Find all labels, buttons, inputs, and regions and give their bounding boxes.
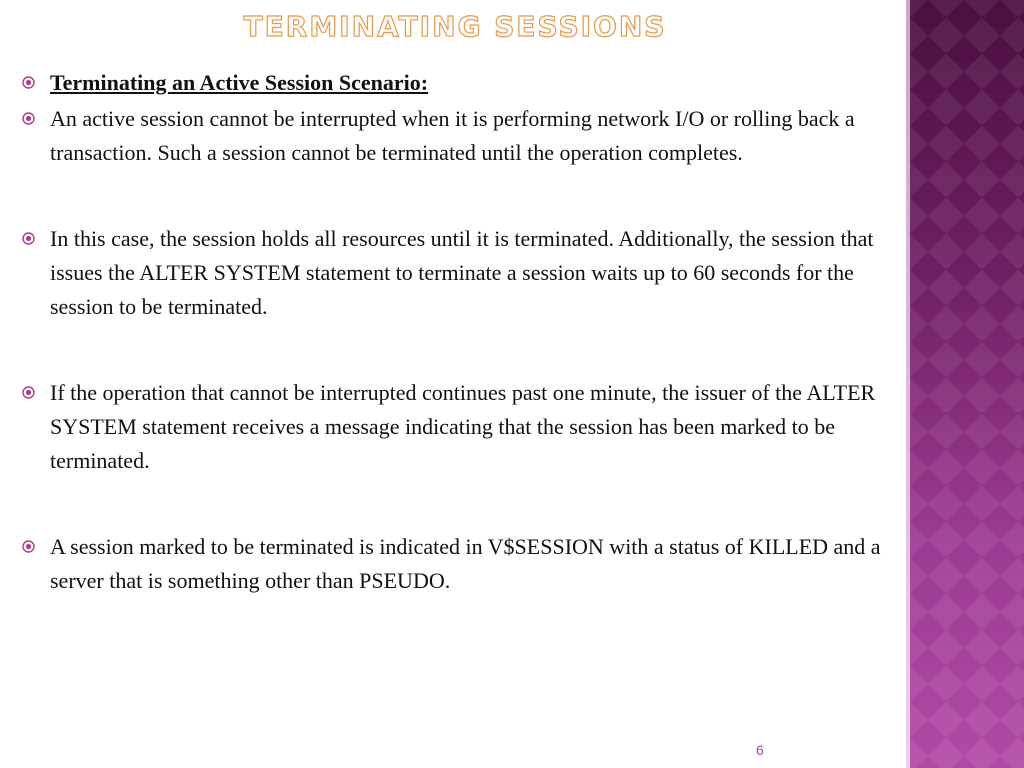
circled-dot-bullet-icon	[22, 76, 35, 89]
bullet-item	[20, 222, 900, 324]
bullet-text: An active session cannot be interrupted when it is performing network I/O or rolling back a transaction. Such a session cannot be terminated until the operation completes.	[50, 106, 855, 165]
bullet-heading	[20, 66, 900, 100]
bullet-list	[20, 66, 900, 598]
bullet-item	[20, 102, 900, 170]
bullet-text: A session marked to be terminated is indicated in V$SESSION with a status of KILLED and a server that is something other than PSEUDO.	[50, 534, 881, 593]
page-number: 6	[756, 742, 764, 758]
circled-dot-bullet-icon	[22, 112, 35, 125]
circled-dot-bullet-icon	[22, 540, 35, 553]
circled-dot-bullet-icon	[22, 232, 35, 245]
bullet-text: In this case, the session holds all resources until it is terminated. Additionally, the session that issues the ALTER SYSTEM statement to terminate a session waits up to 60 seconds for the session to be terminated.	[50, 226, 874, 319]
bullet-item	[20, 530, 900, 598]
circled-dot-bullet-icon	[22, 386, 35, 399]
slide-title: TERMINATING SESSIONS	[243, 10, 667, 43]
bullet-heading-text: Terminating an Active Session Scenario:	[50, 70, 429, 95]
bullet-item	[20, 376, 900, 478]
decorative-side-panel	[910, 0, 1024, 768]
bullet-text: If the operation that cannot be interrupted continues past one minute, the issuer of the ALTER SYSTEM statement receives a message indicating that the session has been marked to be terminated.	[50, 380, 876, 473]
